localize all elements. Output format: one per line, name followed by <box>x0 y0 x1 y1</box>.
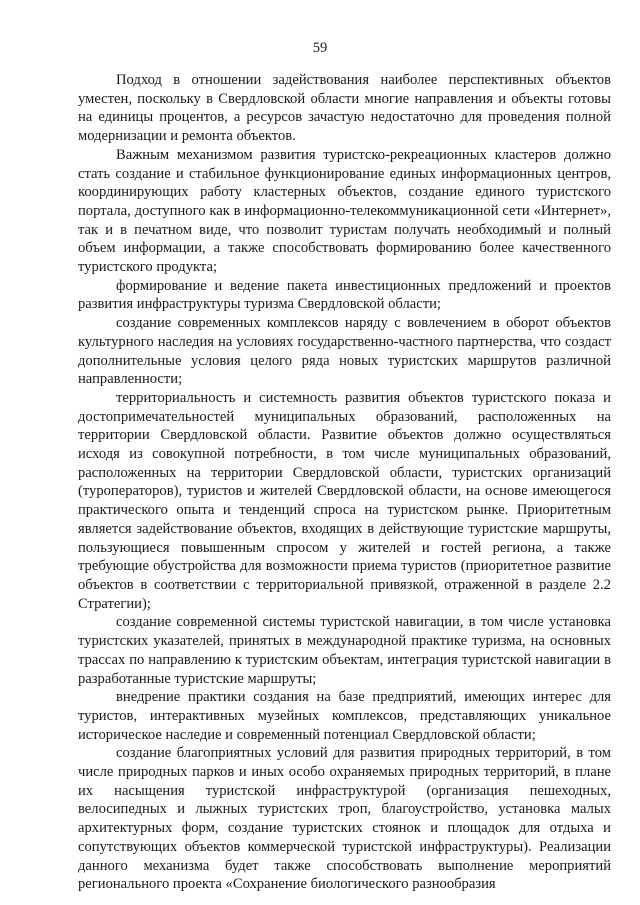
document-body <box>78 71 611 894</box>
paragraph-navigation: создание современной системы туристской навигации, в том числе установка туристских указателей, принятых в международной практике туризма, на основных трассах по направлению к туристским объектам, интеграция туристской навигации в разработанные туристские маршруты; <box>78 614 611 687</box>
paragraph-info-centers: Важным механизмом развития туристско-рекреационных кластеров должно стать создание и стабильное функционирование единых информационных центров, координирующих работу кластерных объектов, создание единого туристского портала, доступного как в информационно-телекоммуникационной сети «Интернет», так и в печатном виде, что позволит туристам получать необходимый и полный объем информации, а также способствовать формированию более качественного туристского продукта; <box>78 146 611 276</box>
paragraph-approach: Подход в отношении задействования наиболее перспективных объектов уместен, поскольку в Свердловской области многие направления и объекты готовы на единицы процентов, а ресурсов зачастую недостаточно для проведения полной модернизации и ремонта объектов. <box>78 72 611 145</box>
paragraph-territoriality: территориальность и системность развития объектов туристского показа и достопримечательностей муниципальных образований, расположенных на территории Свердловской области. Развитие объектов должно осуществляться исходя из совокупной потребности, в том числе муниципальных образований, расположенных на территории Свердловской области, туристских организаций (туроператоров), туристов и жителей Свердловской области, на основе имеющегося практического опыта и тенденций спроса на туристском рынке. Приоритетным является задействование объектов, входящих в действующие туристские маршруты, пользующиеся повышенным спросом у жителей и гостей региона, а также требующие обустройства для возможности приема туристов (приоритетное развитие объектов в соответствии с территориальной привязкой, отраженной в разделе 2.2 Стратегии); <box>78 389 611 612</box>
paragraph-modern-complexes: создание современных комплексов наряду с вовлечением в оборот объектов культурного наследия на условиях государственно-частного партнерства, что создаст дополнительные условия целого ряда новых туристских маршрутов различной направленности; <box>78 315 611 388</box>
page-number: 59 <box>312 40 328 56</box>
paragraph-investment-package: формирование и ведение пакета инвестиционных предложений и проектов развития инфраструктуры туризма Свердловской области; <box>78 277 611 313</box>
paragraph-natural-territories: создание благоприятных условий для развития природных территорий, в том числе природных парков и иных особо охраняемых природных территорий, в плане их насыщения туристской инфраструктурой (организация пешеходных, велосипедных и лыжных туристских троп, благоустройство, установка малых архитектурных форм, создание туристских стоянок и площадок для отдыха и сопутствующих объектов коммерческой туристской инфраструктуры). Реализации данного механизма будет также способствовать выполнение мероприятий регионального проекта «Сохранение биологического разнообразия <box>78 745 611 893</box>
paragraph-museum-complexes: внедрение практики создания на базе предприятий, имеющих интерес для туристов, интерактивных музейных комплексов, представляющих уникальное историческое наследие и современный потенциал Свердловской области; <box>78 689 611 743</box>
